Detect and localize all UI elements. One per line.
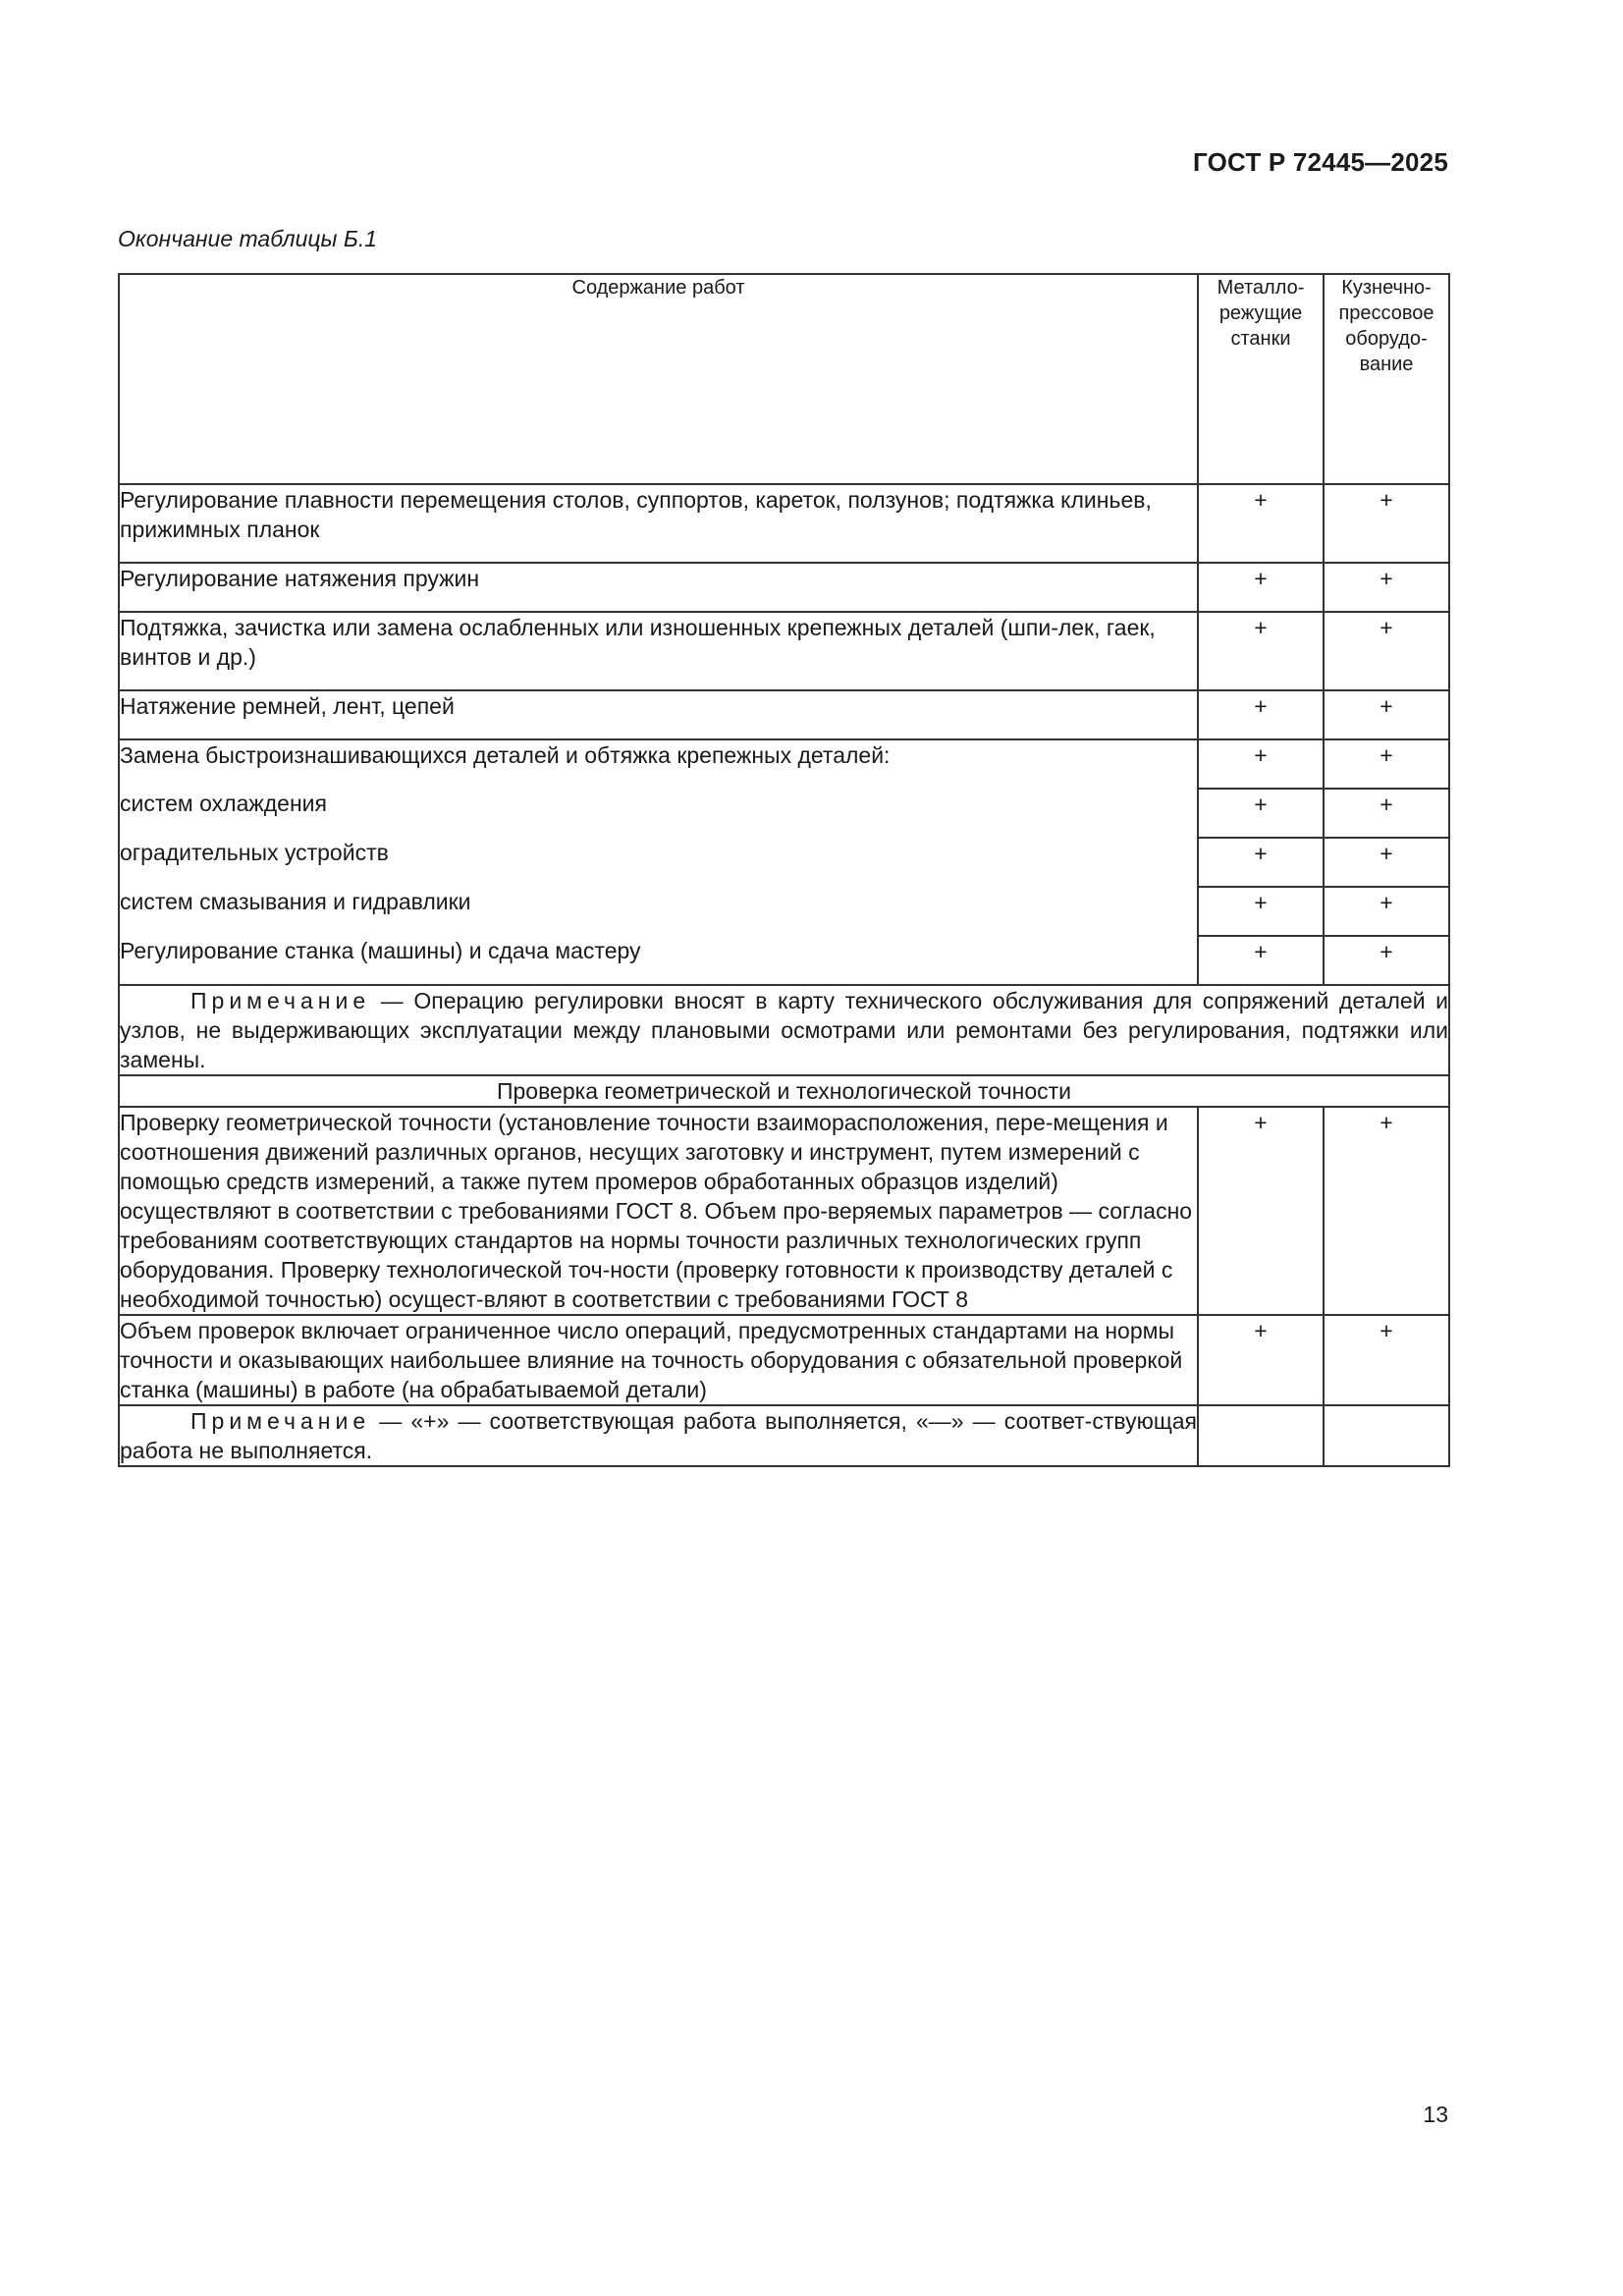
work-cell: Объем проверок включает ограниченное число операций, предусмотренных стандартами на нормы точности и оказывающих наибольшее влияние на точность оборудования с обязательной проверкой станка (машины) в работе (на обрабатываемой детали) <box>119 1315 1198 1405</box>
table-row <box>119 1107 1449 1315</box>
work-cell: Регулирование плавности перемещения столов, суппортов, кареток, ползунов; подтяжка клиньев, прижимных планок <box>119 484 1198 563</box>
work-cell: Регулирование станка (машины) и сдача мастеру <box>119 936 1198 985</box>
mark-forging: + <box>1324 1315 1449 1405</box>
empty-cell <box>1198 1405 1324 1466</box>
table-row <box>119 739 1449 789</box>
table-row <box>119 1315 1449 1405</box>
table-row <box>119 690 1449 739</box>
mark-metal: + <box>1198 1315 1324 1405</box>
work-cell: Замена быстроизнашивающихся деталей и обтяжка крепежных деталей: <box>119 739 1198 789</box>
mark-forging: + <box>1324 563 1449 612</box>
table-row <box>119 484 1449 563</box>
mark-forging: + <box>1324 789 1449 838</box>
work-cell: Натяжение ремней, лент, цепей <box>119 690 1198 739</box>
mark-metal: + <box>1198 887 1324 936</box>
mark-forging: + <box>1324 1107 1449 1315</box>
mark-metal: + <box>1198 739 1324 789</box>
document-code: ГОСТ Р 72445—2025 <box>1193 147 1448 177</box>
mark-metal: + <box>1198 563 1324 612</box>
mark-forging: + <box>1324 484 1449 563</box>
note-text: — «+» — соответствующая работа выполняется, «—» — соответ-ствующая работа не выполняется. <box>120 1408 1197 1463</box>
note-label: Примечание <box>190 988 371 1013</box>
table-row <box>119 838 1449 887</box>
table-header-row <box>119 274 1449 484</box>
mark-forging: + <box>1324 739 1449 789</box>
work-cell: Регулирование натяжения пружин <box>119 563 1198 612</box>
maintenance-table <box>118 273 1450 1467</box>
mark-metal: + <box>1198 612 1324 690</box>
table-row <box>119 563 1449 612</box>
work-cell: Подтяжка, зачистка или замена ослабленных или изношенных крепежных деталей (шпи-лек, гаек, винтов и др.) <box>119 612 1198 690</box>
mark-metal: + <box>1198 789 1324 838</box>
empty-cell <box>1324 1405 1449 1466</box>
note-row <box>119 985 1449 1075</box>
table-row <box>119 887 1449 936</box>
section-row <box>119 1075 1449 1107</box>
note-cell <box>119 1405 1198 1466</box>
mark-metal: + <box>1198 484 1324 563</box>
table-caption: Окончание таблицы Б.1 <box>118 226 378 251</box>
mark-metal: + <box>1198 838 1324 887</box>
mark-metal: + <box>1198 936 1324 985</box>
note-row <box>119 1405 1449 1466</box>
page-number: 13 <box>1423 2102 1448 2127</box>
work-cell: Проверку геометрической точности (установление точности взаиморасположения, пере-мещения и соотношения движений различных органов, несущих заготовку и инструмент, путем измерений с помощью средств измерений, а также путем промеров обработанных образцов изделий) осуществляют в соответствии с требованиями ГОСТ 8. Объем про-веряемых параметров — согласно требованиям соответствующих стандартов на нормы точности различных технологических групп оборудования. Проверку технологической точ-ности (проверку готовности к производству деталей с необходимой точностью) осущест-вляют в соответствии с требованиями ГОСТ 8 <box>119 1107 1198 1315</box>
note-cell <box>119 985 1449 1075</box>
work-cell: систем охлаждения <box>119 789 1198 838</box>
mark-forging: + <box>1324 887 1449 936</box>
work-cell: систем смазывания и гидравлики <box>119 887 1198 936</box>
table-row <box>119 789 1449 838</box>
header-metal-cutting: Металло- режущие станки <box>1198 274 1324 484</box>
table-row <box>119 612 1449 690</box>
note-text: — Операцию регулировки вносят в карту технического обслуживания для сопряжений деталей и узлов, не выдерживающих эксплуатации между плановыми осмотрами или ремонтами без регулирования, подтяжки или замены. <box>120 988 1448 1072</box>
mark-forging: + <box>1324 612 1449 690</box>
mark-metal: + <box>1198 690 1324 739</box>
mark-forging: + <box>1324 936 1449 985</box>
header-forging-press: Кузнечно- прессовое оборудо- вание <box>1324 274 1449 484</box>
work-cell: оградительных устройств <box>119 838 1198 887</box>
mark-forging: + <box>1324 838 1449 887</box>
note-label: Примечание <box>190 1408 371 1434</box>
header-work-content: Содержание работ <box>119 274 1198 484</box>
section-title: Проверка геометрической и технологической точности <box>119 1075 1449 1107</box>
mark-forging: + <box>1324 690 1449 739</box>
mark-metal: + <box>1198 1107 1324 1315</box>
table-row <box>119 936 1449 985</box>
